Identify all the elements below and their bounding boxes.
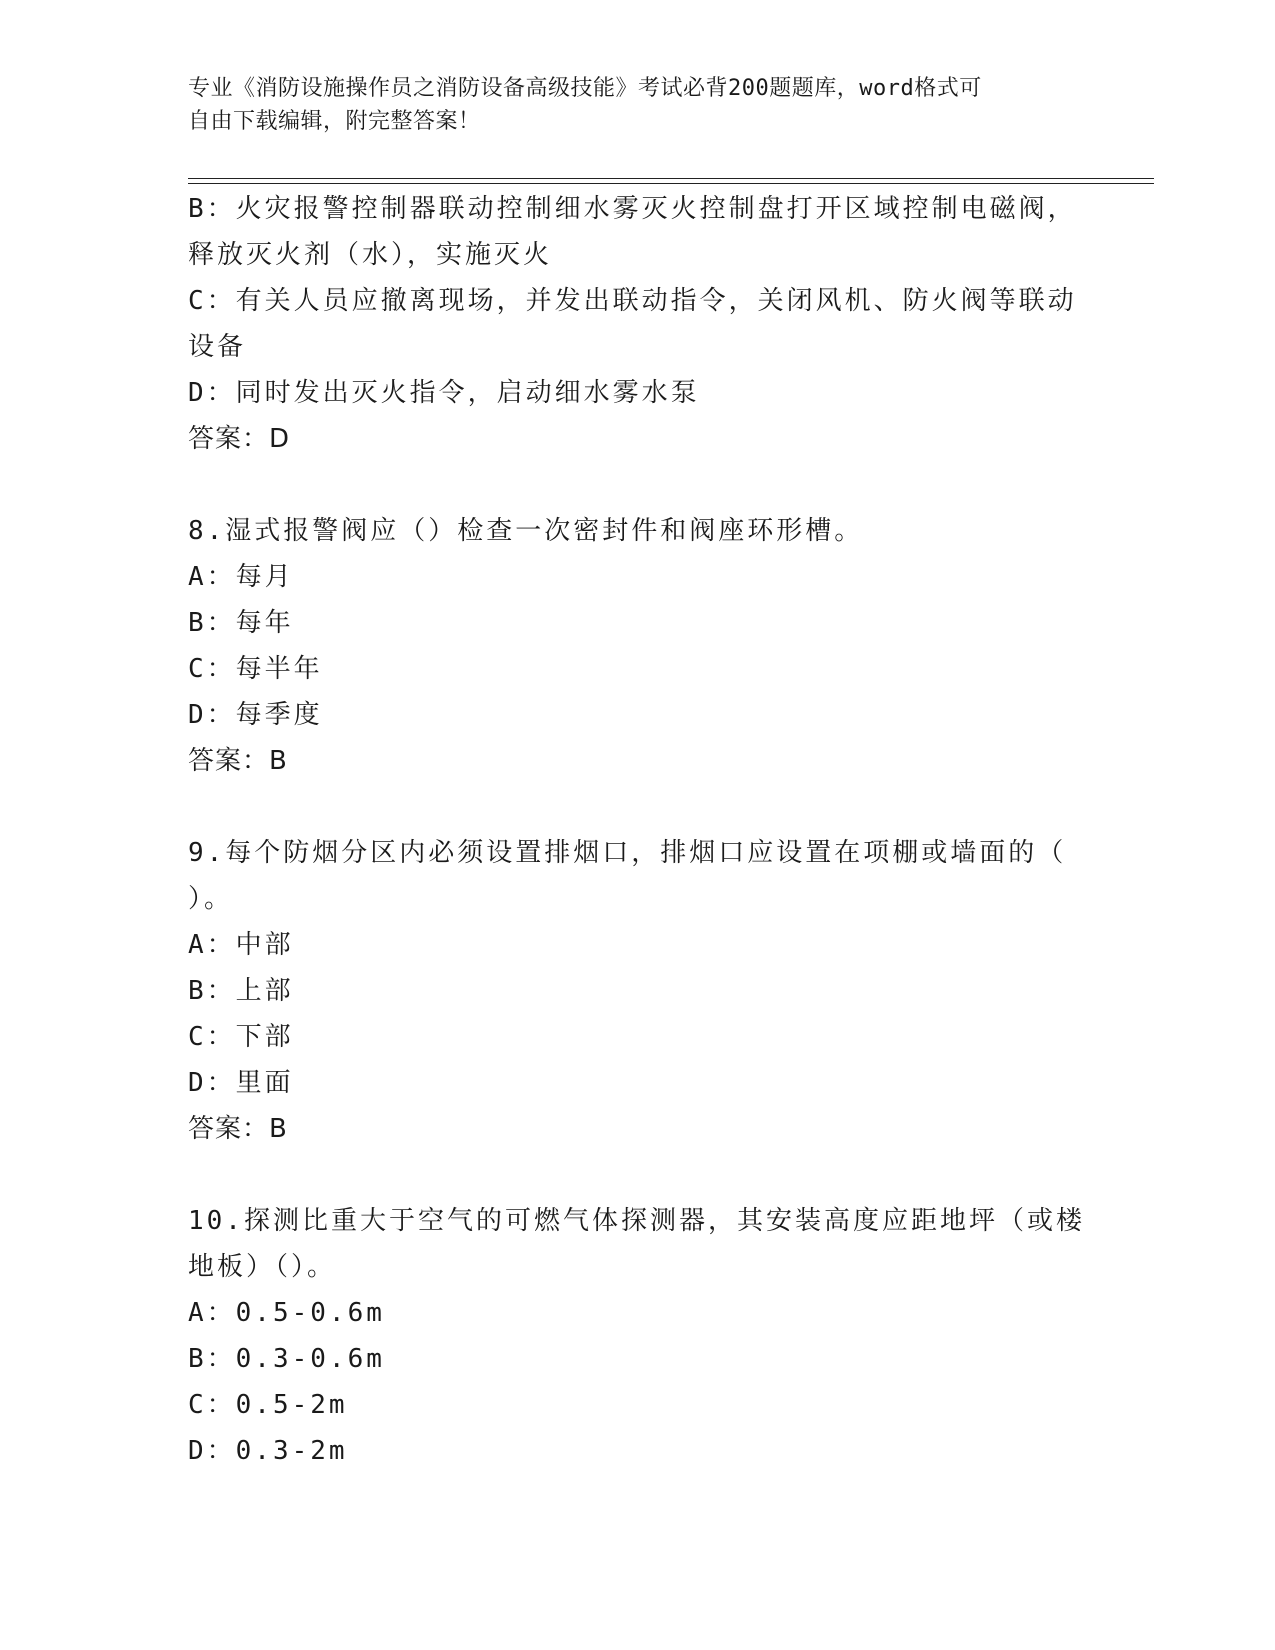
document-body [188,186,1088,1474]
header-line-1: 专业《消防设施操作员之消防设备高级技能》考试必背200题题库，word格式可 [188,76,982,101]
header-line-2: 自由下载编辑，附完整答案！ [188,109,481,134]
spacer [188,1152,1088,1198]
q10-option-b: B：0.3-0.6m [188,1344,385,1374]
q8-question: 8.湿式报警阀应（）检查一次密封件和阀座环形槽。 [188,516,864,546]
spacer [188,784,1088,830]
q8-option-a: A：每月 [188,562,294,592]
q9-option-c: C：下部 [188,1022,294,1052]
header-divider-bottom [188,183,1154,184]
q7-answer: 答案：D [188,424,291,454]
q10-option-c: C：0.5-2m [188,1390,348,1420]
q7-option-c-line-1: C：有关人员应撤离现场，并发出联动指令，关闭风机、防火阀等联动 [188,286,1077,316]
q10-option-d: D：0.3-2m [188,1436,348,1466]
q9-question-line-1: 9.每个防烟分区内必须设置排烟口，排烟口应设置在项棚或墙面的（ [188,838,1067,868]
q10-option-a: A：0.5-0.6m [188,1298,385,1328]
q9-option-a: A：中部 [188,930,294,960]
q7-option-c-line-2: 设备 [188,332,247,362]
q9-option-b: B：上部 [188,976,294,1006]
q9-option-d: D：里面 [188,1068,294,1098]
spacer [188,462,1088,508]
q10-question-line-1: 10.探测比重大于空气的可燃气体探测器，其安装高度应距地坪（或楼 [188,1206,1085,1236]
document-header [188,72,1088,138]
q8-option-d: D：每季度 [188,700,323,730]
q7-option-b-line-1: B：火灾报警控制器联动控制细水雾灭火控制盘打开区域控制电磁阀， [188,194,1077,224]
q10-question-line-2: 地板）（）。 [188,1252,337,1282]
question-8 [188,508,1088,784]
question-9 [188,830,1088,1152]
q8-option-c: C：每半年 [188,654,323,684]
q9-answer: 答案：B [188,1114,288,1144]
question-10 [188,1198,1088,1474]
q9-question-line-2: ）。 [188,884,234,914]
header-divider-top [188,178,1154,179]
question-7 [188,186,1088,462]
q8-option-b: B：每年 [188,608,294,638]
q7-option-d: D：同时发出灭火指令，启动细水雾水泵 [188,378,700,408]
q8-answer: 答案：B [188,746,288,776]
q7-option-b-line-2: 释放灭火剂（水），实施灭火 [188,240,553,270]
